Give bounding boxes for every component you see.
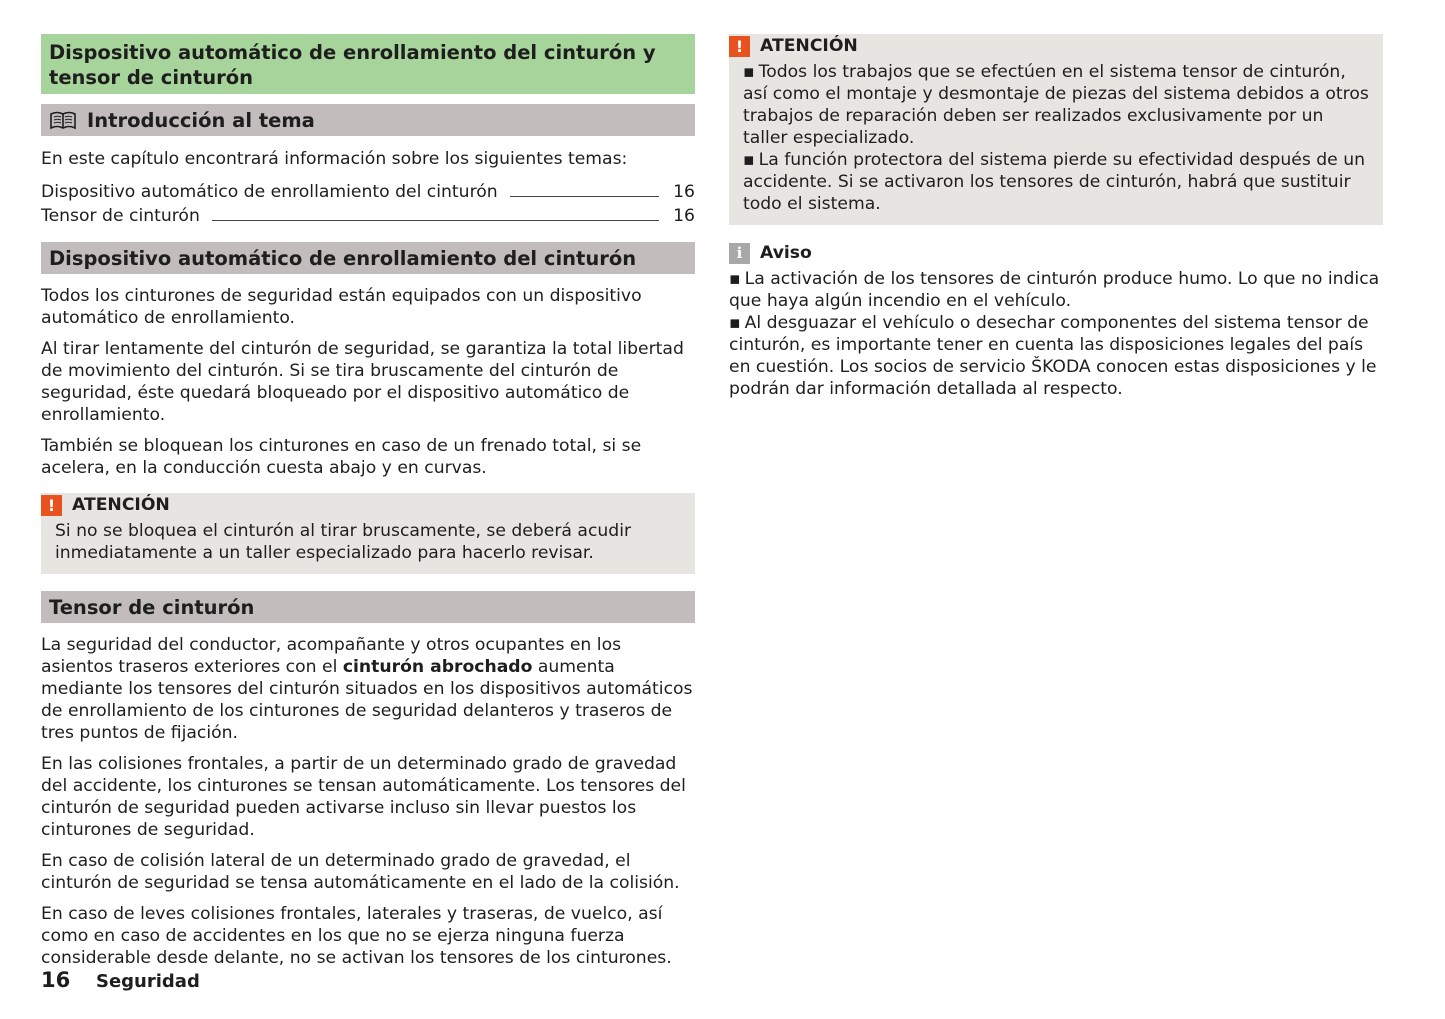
- toc-entry-label: Tensor de cinturón: [41, 206, 200, 226]
- right-column: [729, 34, 1383, 400]
- paragraph: También se bloquean los cinturones en caso de un frenado total, si se acelera, en la conducción cuesta abajo y en curvas.: [41, 436, 642, 478]
- paragraph: [41, 634, 695, 744]
- warning-header: [41, 493, 681, 517]
- intro-lead: En este capítulo encontrará información sobre los siguientes temas:: [41, 149, 628, 169]
- emphasis-text: cinturón abrochado: [342, 657, 533, 677]
- topic-list: [41, 179, 695, 227]
- page-number: 16: [41, 968, 71, 992]
- note-item: ▪ La activación de los tensores de cinturón produce humo. Lo que no indica que haya algún incendio en el vehículo.: [729, 268, 1383, 312]
- paragraph: Todos los cinturones de seguridad están equipados con un dispositivo automático de enrollamiento.: [41, 286, 642, 328]
- page-footer: [41, 968, 200, 992]
- warning-title: ATENCIÓN: [72, 495, 170, 515]
- paragraph: En las colisiones frontales, a partir de un determinado grado de gravedad del accidente, los cinturones se tensan automáticamente. Los tensores del cinturón de seguridad pueden activarse incluso sin llevar puestos los cinturones de seguridad.: [41, 754, 686, 840]
- note-title: Aviso: [760, 243, 812, 263]
- toc-entry-page: 16: [673, 206, 695, 226]
- intro-heading-text: Introducción al tema: [87, 109, 315, 132]
- paragraph: En caso de colisión lateral de un determinado grado de gravedad, el cinturón de seguridad se tensa automáticamente en el lado de la colisión.: [41, 851, 680, 893]
- toc-entry[interactable]: [41, 179, 695, 203]
- info-icon: i: [729, 243, 750, 264]
- toc-leader-line: [212, 220, 659, 221]
- warning-box: [729, 34, 1383, 225]
- warning-icon: !: [729, 36, 750, 57]
- chapter-title: Dispositivo automático de enrollamiento del cinturón y tensor de cinturón: [41, 34, 695, 94]
- warning-item: ▪ Todos los trabajos que se efectúen en el sistema tensor de cinturón, así como el montaje y desmontaje de piezas del sistema debidos a otros trabajos de reparación deben ser realizados exclusivamente por un taller especializado.: [743, 61, 1369, 149]
- warning-header: [729, 34, 1369, 58]
- warning-icon: !: [41, 495, 62, 516]
- intro-heading: [41, 104, 695, 136]
- note-item: ▪ Al desguazar el vehículo o desechar componentes del sistema tensor de cinturón, es importante tener en cuenta las disposiciones legales del país en cuestión. Los socios de servicio ŠKODA conocen estas disposiciones y le podrán dar información detallada al respecto.: [729, 312, 1383, 400]
- note-header: [729, 241, 1383, 265]
- paragraph: En caso de leves colisiones frontales, laterales y traseras, de vuelco, así como en caso de accidentes en los que no se ejerza ninguna fuerza considerable desde delante, no se activan los tensores de los cinturones.: [41, 904, 672, 968]
- toc-entry[interactable]: [41, 203, 695, 227]
- note-box: [729, 241, 1383, 400]
- paragraph-text: La seguridad del conductor, acompañante y otros ocupantes en los asientos traseros exteriores con el: [41, 635, 622, 677]
- warning-text: Si no se bloquea el cinturón al tirar bruscamente, se deberá acudir inmediatamente a un taller especializado para hacerlo revisar.: [55, 521, 632, 563]
- toc-entry-page: 16: [673, 182, 695, 202]
- left-column: [41, 34, 695, 969]
- warning-item: ▪ La función protectora del sistema pierde su efectividad después de un accidente. Si se activaron los tensores de cinturón, habrá que sustituir todo el sistema.: [743, 149, 1369, 215]
- warning-title: ATENCIÓN: [760, 36, 858, 56]
- section-heading-tensioner: Tensor de cinturón: [41, 591, 695, 623]
- paragraph-text: aumenta mediante los tensores del cinturón situados en los dispositivos automáticos de enrollamiento de los cinturones de seguridad delanteros y traseros de tres puntos de fijación.: [41, 657, 693, 743]
- book-icon: [49, 111, 77, 131]
- paragraph: Al tirar lentamente del cinturón de seguridad, se garantiza la total libertad de movimiento del cinturón. Si se tira bruscamente del cinturón de seguridad, éste quedará bloqueado por el dispositivo automático de enrollamiento.: [41, 339, 684, 425]
- footer-section-title: Seguridad: [96, 971, 200, 992]
- toc-entry-label: Dispositivo automático de enrollamiento del cinturón: [41, 182, 498, 202]
- toc-leader-line: [510, 196, 659, 197]
- section-heading-retractor: Dispositivo automático de enrollamiento del cinturón: [41, 242, 695, 274]
- warning-box: [41, 493, 695, 574]
